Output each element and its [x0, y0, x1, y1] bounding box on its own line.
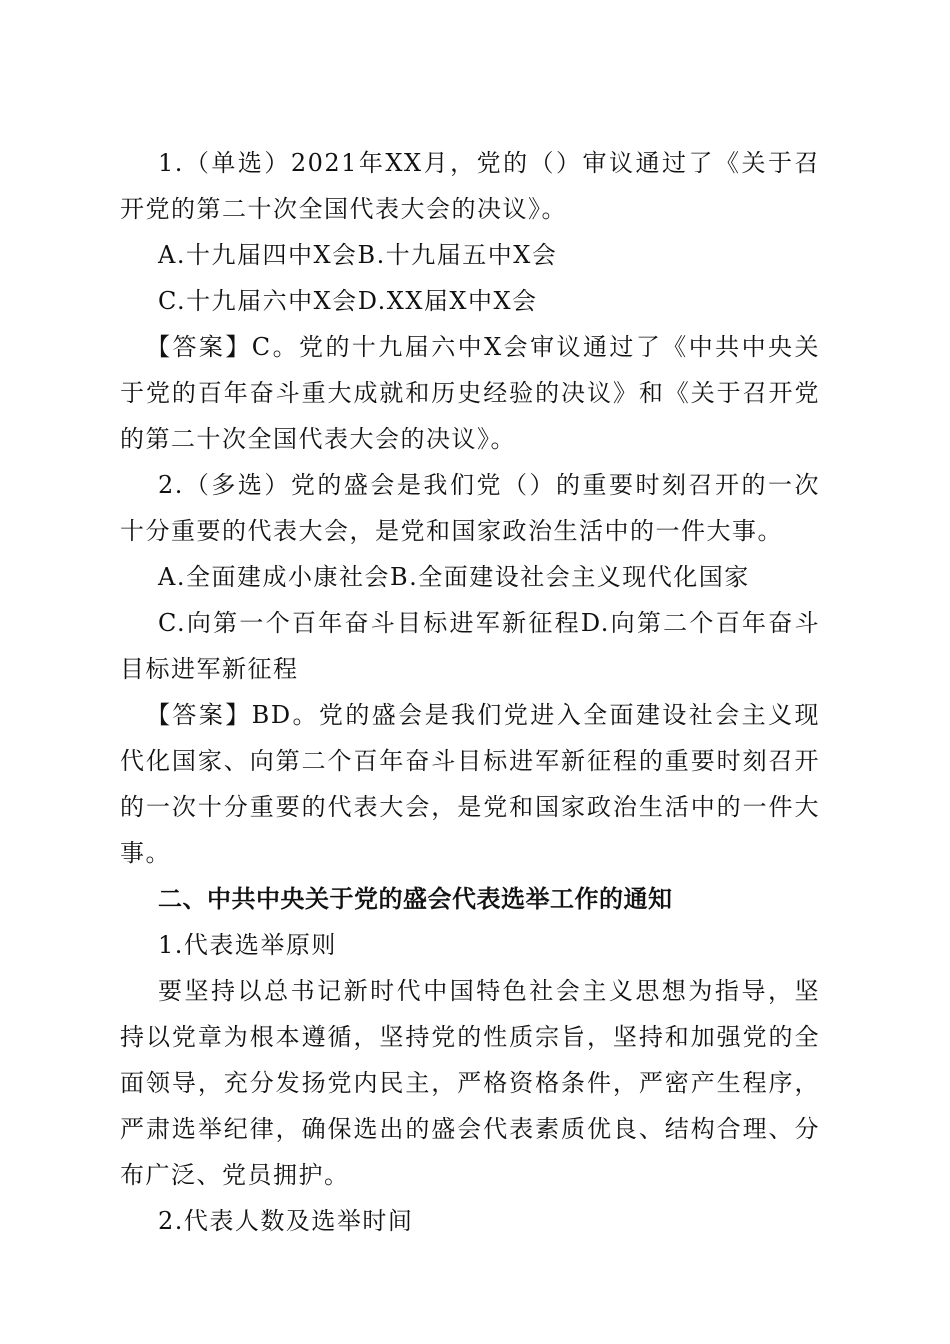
subheading-election-principles: 1.代表选举原则 — [158, 931, 337, 959]
question-1: 1.（单选）2021年XX月，党的（）审议通过了《关于召开党的第二十次全国代表大会的决议》。 — [120, 149, 820, 223]
question-2: 2.（多选）党的盛会是我们党（）的重要时刻召开的一次十分重要的代表大会，是党和国家政治生活中的一件大事。 — [120, 471, 820, 545]
section-heading: 二、中共中央关于党的盛会代表选举工作的通知 — [158, 885, 673, 913]
question-1-options-cd: C.十九届六中X会D.XX届X中X会 — [158, 287, 538, 315]
question-2-options-ab: A.全面建成小康社会B.全面建设社会主义现代化国家 — [158, 563, 750, 591]
question-2-options-cd: C.向第一个百年奋斗目标进军新征程D.向第二个百年奋斗目标进军新征程 — [120, 609, 820, 683]
question-1-options-ab: A.十九届四中X会B.十九届五中X会 — [158, 241, 558, 269]
election-principles-body: 要坚持以总书记新时代中国特色社会主义思想为指导，坚持以党章为根本遵循，坚持党的性质宗旨，坚持和加强党的全面领导，充分发扬党内民主，严格资格条件，严密产生程序，严肃选举纪律，确保选出的盛会代表素质优良、结构合理、分布广泛、党员拥护。 — [120, 977, 820, 1189]
question-2-answer: 【答案】BD。党的盛会是我们党进入全面建设社会主义现代化国家、向第二个百年奋斗目标进军新征程的重要时刻召开的一次十分重要的代表大会，是党和国家政治生活中的一件大事。 — [120, 701, 820, 867]
document-body — [120, 140, 820, 1244]
question-1-answer: 【答案】C。党的十九届六中X会审议通过了《中共中央关于党的百年奋斗重大成就和历史经验的决议》和《关于召开党的第二十次全国代表大会的决议》。 — [120, 333, 820, 453]
subheading-delegate-count-and-time: 2.代表人数及选举时间 — [158, 1207, 414, 1235]
